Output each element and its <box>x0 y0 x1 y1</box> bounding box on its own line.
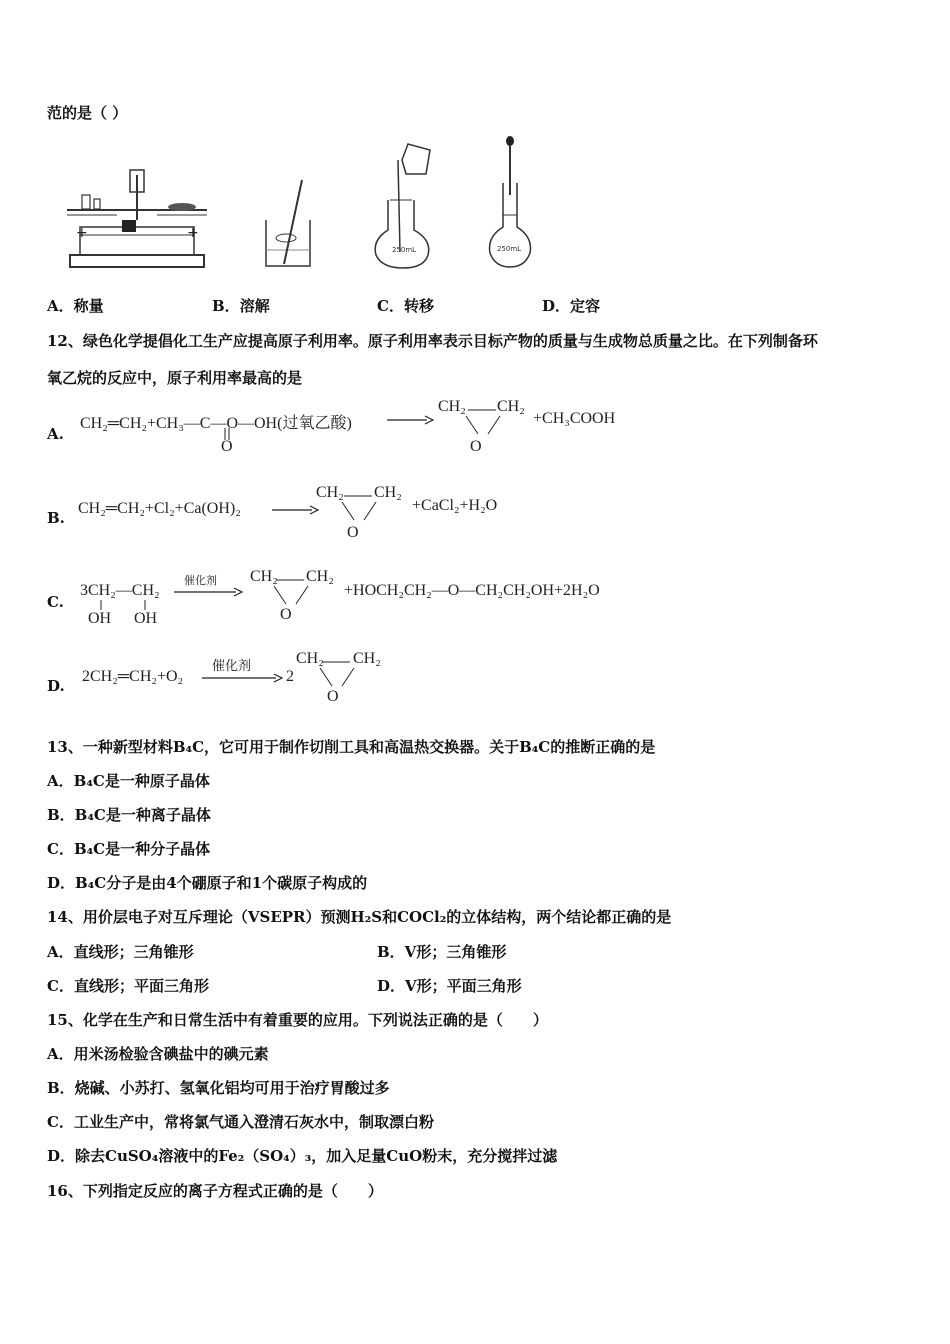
q13-option-c: C．B₄C是一种分子晶体 <box>47 840 211 858</box>
flask-c-label: 250mL <box>392 246 417 254</box>
balance-pointer-box <box>122 220 136 232</box>
q14-option-c: C．直线形；平面三角形 <box>47 977 209 995</box>
q15-option-d: D．除去CuSO₄溶液中的Fe₂（SO₄）₃，加入足量CuO粉末，充分搅拌过滤 <box>47 1147 558 1165</box>
q11-option-b: B．溶解 <box>212 297 270 315</box>
q12-b-ring-o: O <box>347 524 359 541</box>
beaker-stirring-image <box>258 178 318 270</box>
q12-c-epoxide-bonds <box>270 574 315 610</box>
q15-option-c: C．工业生产中，常将氯气通入澄清石灰水中，制取漂白粉 <box>47 1113 434 1131</box>
svg-text:+: + <box>76 225 88 241</box>
q16-stem: 16、下列指定反应的离子方程式正确的是（ ） <box>47 1182 383 1200</box>
q15-option-b: B．烧碱、小苏打、氢氧化铝均可用于治疗胃酸过多 <box>47 1079 390 1097</box>
q12-c-ring-o: O <box>280 606 292 623</box>
q12-c-ring-right: CH₂ <box>306 568 334 585</box>
svg-text:+: + <box>187 225 199 241</box>
q12-d-ring-left: CH₂ <box>296 650 324 667</box>
q12-a-ring-left: CH₂ <box>438 398 466 415</box>
q12-option-c-label: C. <box>47 593 64 611</box>
q12-stem-line1: 12、绿色化学提倡化工生产应提高原子利用率。原子利用率表示目标产物的质量与生成物总质量之比。在下列制备环 <box>47 332 818 350</box>
q15-option-a: A．用米汤检验含碘盐中的碘元素 <box>47 1045 269 1063</box>
q12-c-arrow <box>172 586 244 598</box>
q12-c-lhs: 3CH₂—CH₂ <box>80 582 160 599</box>
q12-a-lhs: CH₂═CH₂+CH₃—C—O—OH(过氧乙酸) <box>80 415 352 432</box>
q11-option-c: C．转移 <box>377 297 434 315</box>
q12-stem-line2: 氧乙烷的反应中，原子利用率最高的是 <box>47 369 303 387</box>
q14-option-a: A．直线形；三角锥形 <box>47 943 194 961</box>
q12-d-epoxide-bonds <box>316 656 361 692</box>
q14-option-b: B．V形；三角锥形 <box>377 943 507 961</box>
q12-a-double-bond <box>222 428 232 440</box>
q12-d-arrow <box>200 672 284 684</box>
q12-b-ring-left: CH₂ <box>316 484 344 501</box>
q12-b-ring-right: CH₂ <box>374 484 402 501</box>
q12-option-b-label: B. <box>47 509 65 527</box>
q12-b-arrow <box>270 504 320 516</box>
flask-transfer-image <box>368 140 438 270</box>
q13-option-d: D．B₄C分子是由4个硼原子和1个碳原子构成的 <box>47 874 368 892</box>
q12-c-ring-left: CH₂ <box>250 568 278 585</box>
q13-option-a: A．B₄C是一种原子晶体 <box>47 772 210 790</box>
balance-body <box>80 227 194 255</box>
q11-option-a: A．称量 <box>47 297 104 315</box>
q12-d-catalyst: 催化剂 <box>212 659 252 674</box>
q12-d-lhs: 2CH₂═CH₂+O₂ <box>82 668 184 685</box>
flask-d-label: 250mL <box>497 245 522 253</box>
q12-c-rhs: +HOCH₂CH₂—O—CH₂CH₂OH+2H₂O <box>344 582 600 599</box>
q12-c-oh2: OH <box>134 610 158 627</box>
q15-stem: 15、化学在生产和日常生活中有着重要的应用。下列说法正确的是（ ） <box>47 1011 548 1029</box>
q11-option-d: D．定容 <box>542 297 601 315</box>
q12-a-rhs: +CH₃COOH <box>533 410 616 427</box>
balance-image <box>62 165 212 270</box>
q12-a-carbonyl-o: O <box>221 438 233 455</box>
q12-d-coef: 2 <box>286 668 294 685</box>
q14-option-d: D．V形；平面三角形 <box>377 977 522 995</box>
q12-d-ring-right: CH₂ <box>353 650 381 667</box>
q11-stem-tail: 范的是（ ） <box>47 104 128 122</box>
q12-a-ring-right: CH₂ <box>497 398 525 415</box>
q12-b-rhs: +CaCl₂+H₂O <box>412 497 498 514</box>
q12-c-oh1: OH <box>88 610 112 627</box>
q14-stem: 14、用价层电子对互斥理论（VSEPR）预测H₂S和COCl₂的立体结构，两个结论都正确的是 <box>47 908 672 926</box>
q12-a-epoxide-bonds <box>462 404 507 440</box>
q12-b-lhs: CH₂═CH₂+Cl₂+Ca(OH)₂ <box>78 500 241 517</box>
balance-base <box>70 255 204 267</box>
q12-a-arrow <box>385 414 435 426</box>
q13-option-b: B．B₄C是一种离子晶体 <box>47 806 211 824</box>
q12-a-ring-o: O <box>470 438 482 455</box>
q12-option-d-label: D. <box>47 677 65 695</box>
flask-constant-volume-image <box>485 135 535 270</box>
q12-b-epoxide-bonds <box>338 490 383 526</box>
q12-c-catalyst: 催化剂 <box>184 574 217 587</box>
q12-d-ring-o: O <box>327 688 339 705</box>
q12-option-a-label: A. <box>47 425 64 443</box>
q13-stem: 13、一种新型材料B₄C，它可用于制作切削工具和高温热交换器。关于B₄C的推断正确的是 <box>47 738 656 756</box>
